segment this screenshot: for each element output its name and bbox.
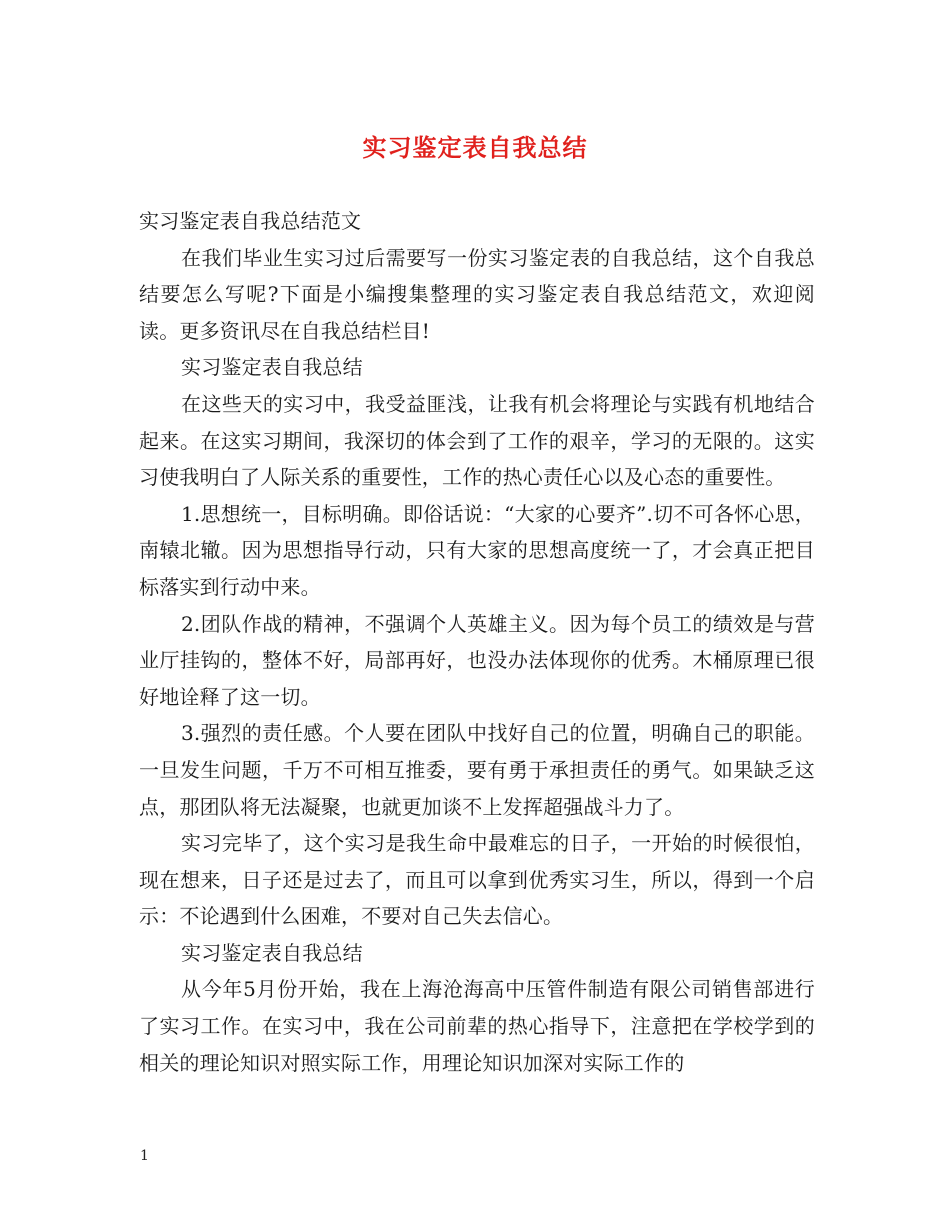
section-heading: 实习鉴定表自我总结 bbox=[181, 355, 363, 380]
body-paragraph: 在这些天的实习中，我受益匪浅，让我有机会将理论与实践有机地结合起来。在这实习期间，我深切的体会到了工作的艰辛，学习的无限的。这实习使我明白了人际关系的重要性，工作的热心责任心以及心态的重要性。 bbox=[139, 391, 815, 490]
list-item-1: 1.思想统一，目标明确。即俗话说：“大家的心要齐”.切不可各怀心思，南辕北辙。因为思想指导行动，只有大家的思想高度统一了，才会真正把目标落实到行动中来。 bbox=[139, 501, 815, 599]
conclusion-paragraph: 实习完毕了，这个实习是我生命中最难忘的日子，一开始的时候很怕，现在想来，日子还是过去了，而且可以拿到优秀实习生，所以，得到一个启示：不论遇到什么困难，不要对自己失去信心。 bbox=[139, 831, 815, 929]
intro-paragraph: 在我们毕业生实习过后需要写一份实习鉴定表的自我总结，这个自我总结要怎么写呢?下面是小编搜集整理的实习鉴定表自我总结范文，欢迎阅读。更多资讯尽在自我总结栏目! bbox=[139, 245, 815, 343]
list-item-3: 3.强烈的责任感。个人要在团队中找好自己的位置，明确自己的职能。一旦发生问题，千万不可相互推委，要有勇于承担责任的勇气。如果缺乏这点，那团队将无法凝聚，也就更加谈不上发挥超强战斗力了。 bbox=[139, 721, 815, 819]
document-body bbox=[139, 203, 815, 1081]
list-item-2: 2.团队作战的精神，不强调个人英雄主义。因为每个员工的绩效是与营业厅挂钩的，整体不好，局部再好，也没办法体现你的优秀。木桶原理已很好地诠释了这一切。 bbox=[139, 611, 815, 709]
document-title: 实习鉴定表自我总结 bbox=[362, 133, 588, 162]
body-paragraph-2: 从今年5月份开始，我在上海沧海高中压管件制造有限公司销售部进行了实习工作。在实习中，我在公司前辈的热心指导下，注意把在学校学到的相关的理论知识对照实际工作，用理论知识加深对实际工作的 bbox=[139, 977, 815, 1075]
section-heading-2: 实习鉴定表自我总结 bbox=[181, 940, 363, 965]
page-number: 1 bbox=[140, 1148, 149, 1164]
subtitle-paragraph: 实习鉴定表自我总结范文 bbox=[139, 209, 362, 233]
